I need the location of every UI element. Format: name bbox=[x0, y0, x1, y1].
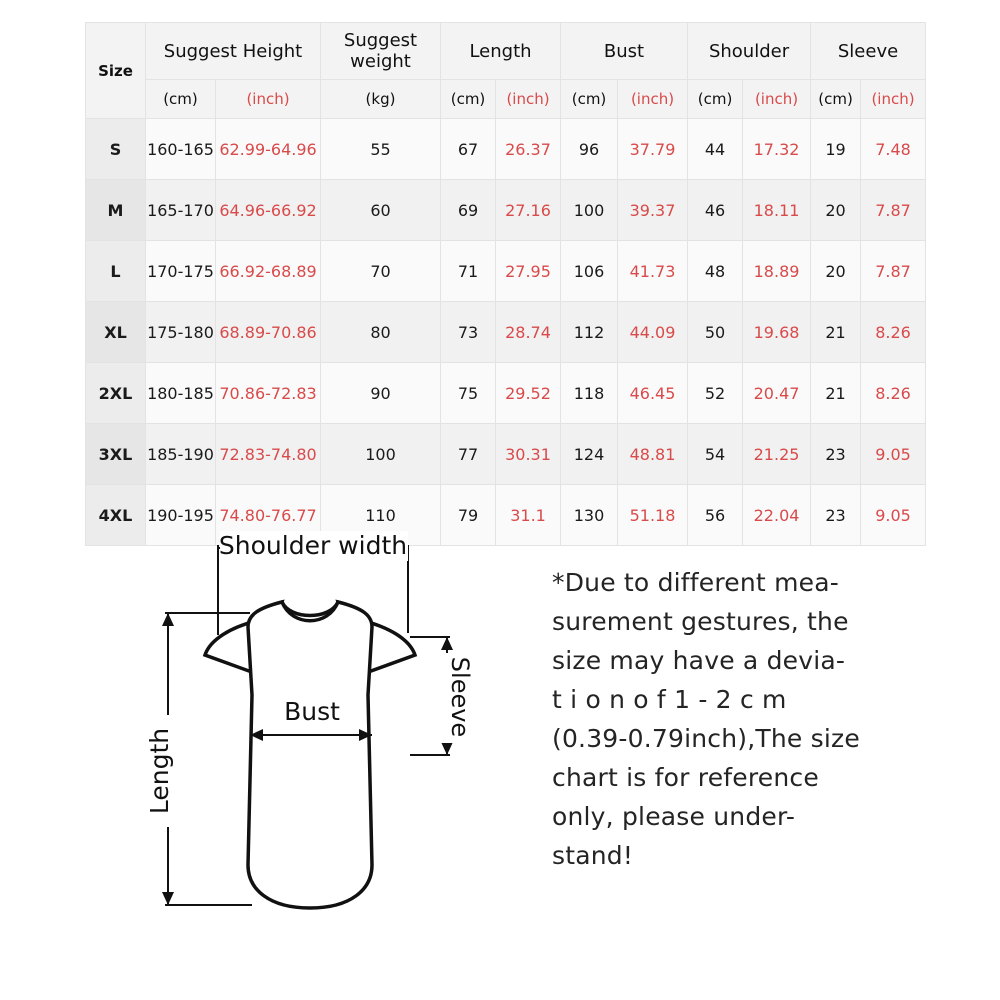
cell-size: M bbox=[86, 180, 146, 241]
cell-sleeve-cm: 20 bbox=[811, 241, 861, 302]
cell-weight-kg: 70 bbox=[321, 241, 441, 302]
note-line: (0.39-0.79inch),The size bbox=[552, 724, 860, 753]
cell-bust-cm: 106 bbox=[561, 241, 618, 302]
cell-height-inch: 74.80-76.77 bbox=[216, 485, 321, 546]
note-line: only, please under- bbox=[552, 802, 796, 831]
cell-length-cm: 67 bbox=[441, 119, 496, 180]
unit-height-inch: (inch) bbox=[216, 80, 321, 119]
table-row bbox=[86, 241, 926, 302]
tshirt-diagram-svg bbox=[110, 515, 510, 955]
header-size: Size bbox=[86, 23, 146, 119]
cell-height-cm: 175-180 bbox=[146, 302, 216, 363]
cell-bust-cm: 112 bbox=[561, 302, 618, 363]
cell-length-inch: 26.37 bbox=[496, 119, 561, 180]
unit-sleeve-cm: (cm) bbox=[811, 80, 861, 119]
header-bust: Bust bbox=[561, 23, 688, 80]
cell-weight-kg: 80 bbox=[321, 302, 441, 363]
cell-shoulder-cm: 48 bbox=[688, 241, 743, 302]
cell-bust-cm: 130 bbox=[561, 485, 618, 546]
sleeve-arrow-head-bottom bbox=[441, 742, 453, 755]
cell-height-cm: 170-175 bbox=[146, 241, 216, 302]
cell-length-inch: 27.95 bbox=[496, 241, 561, 302]
cell-length-cm: 71 bbox=[441, 241, 496, 302]
cell-sleeve-inch: 7.48 bbox=[861, 119, 926, 180]
cell-length-inch: 29.52 bbox=[496, 363, 561, 424]
unit-shoulder-inch: (inch) bbox=[743, 80, 811, 119]
cell-bust-inch: 51.18 bbox=[618, 485, 688, 546]
table-row bbox=[86, 302, 926, 363]
unit-shoulder-cm: (cm) bbox=[688, 80, 743, 119]
length-label: Length bbox=[145, 727, 174, 815]
cell-size: 4XL bbox=[86, 485, 146, 546]
table-unit-header-row bbox=[86, 80, 926, 119]
length-arrow-head-bottom bbox=[162, 892, 174, 905]
cell-weight-kg: 110 bbox=[321, 485, 441, 546]
cell-size: 2XL bbox=[86, 363, 146, 424]
cell-bust-cm: 96 bbox=[561, 119, 618, 180]
cell-weight-kg: 90 bbox=[321, 363, 441, 424]
cell-bust-inch: 41.73 bbox=[618, 241, 688, 302]
cell-shoulder-inch: 18.89 bbox=[743, 241, 811, 302]
cell-bust-inch: 37.79 bbox=[618, 119, 688, 180]
cell-sleeve-inch: 8.26 bbox=[861, 363, 926, 424]
unit-sleeve-inch: (inch) bbox=[861, 80, 926, 119]
header-length: Length bbox=[441, 23, 561, 80]
size-chart-table-container bbox=[85, 22, 915, 546]
cell-length-cm: 69 bbox=[441, 180, 496, 241]
cell-height-cm: 190-195 bbox=[146, 485, 216, 546]
cell-shoulder-inch: 20.47 bbox=[743, 363, 811, 424]
cell-shoulder-inch: 18.11 bbox=[743, 180, 811, 241]
cell-size: XL bbox=[86, 302, 146, 363]
table-row bbox=[86, 180, 926, 241]
cell-length-inch: 31.1 bbox=[496, 485, 561, 546]
header-suggest-weight: Suggest weight bbox=[321, 23, 441, 80]
cell-shoulder-cm: 44 bbox=[688, 119, 743, 180]
cell-weight-kg: 55 bbox=[321, 119, 441, 180]
cell-size: 3XL bbox=[86, 424, 146, 485]
header-shoulder: Shoulder bbox=[688, 23, 811, 80]
cell-sleeve-inch: 9.05 bbox=[861, 485, 926, 546]
cell-shoulder-cm: 52 bbox=[688, 363, 743, 424]
cell-bust-inch: 46.45 bbox=[618, 363, 688, 424]
note-line: stand! bbox=[552, 841, 634, 870]
cell-length-inch: 30.31 bbox=[496, 424, 561, 485]
cell-height-cm: 160-165 bbox=[146, 119, 216, 180]
cell-length-inch: 27.16 bbox=[496, 180, 561, 241]
shoulder-width-label: Shoulder width bbox=[218, 531, 408, 560]
cell-sleeve-inch: 7.87 bbox=[861, 241, 926, 302]
cell-shoulder-inch: 19.68 bbox=[743, 302, 811, 363]
bust-label: Bust bbox=[284, 697, 340, 726]
cell-length-cm: 77 bbox=[441, 424, 496, 485]
cell-height-cm: 165-170 bbox=[146, 180, 216, 241]
cell-height-inch: 64.96-66.92 bbox=[216, 180, 321, 241]
unit-weight-kg: (kg) bbox=[321, 80, 441, 119]
note-line: size may have a devia- bbox=[552, 646, 846, 675]
cell-bust-inch: 44.09 bbox=[618, 302, 688, 363]
cell-sleeve-cm: 23 bbox=[811, 424, 861, 485]
cell-bust-cm: 100 bbox=[561, 180, 618, 241]
table-body bbox=[86, 119, 926, 546]
cell-weight-kg: 100 bbox=[321, 424, 441, 485]
cell-shoulder-cm: 54 bbox=[688, 424, 743, 485]
size-chart-table bbox=[85, 22, 926, 546]
unit-length-inch: (inch) bbox=[496, 80, 561, 119]
tshirt-measurement-diagram bbox=[110, 515, 510, 955]
cell-size: L bbox=[86, 241, 146, 302]
unit-length-cm: (cm) bbox=[441, 80, 496, 119]
cell-sleeve-cm: 19 bbox=[811, 119, 861, 180]
cell-size: S bbox=[86, 119, 146, 180]
table-group-header-row bbox=[86, 23, 926, 80]
note-line: *Due to different mea- bbox=[552, 568, 839, 597]
cell-length-cm: 79 bbox=[441, 485, 496, 546]
note-line: chart is for reference bbox=[552, 763, 819, 792]
table-head bbox=[86, 23, 926, 119]
cell-shoulder-cm: 56 bbox=[688, 485, 743, 546]
shirt-body-shape bbox=[248, 602, 372, 908]
cell-height-inch: 66.92-68.89 bbox=[216, 241, 321, 302]
cell-height-inch: 62.99-64.96 bbox=[216, 119, 321, 180]
measurement-disclaimer bbox=[552, 563, 952, 875]
unit-height-cm: (cm) bbox=[146, 80, 216, 119]
header-sleeve: Sleeve bbox=[811, 23, 926, 80]
table-row bbox=[86, 424, 926, 485]
cell-sleeve-cm: 20 bbox=[811, 180, 861, 241]
note-line: t i o n o f 1 - 2 c m bbox=[552, 685, 787, 714]
cell-sleeve-inch: 7.87 bbox=[861, 180, 926, 241]
cell-sleeve-inch: 8.26 bbox=[861, 302, 926, 363]
lower-section bbox=[0, 505, 1000, 1000]
cell-height-cm: 180-185 bbox=[146, 363, 216, 424]
cell-weight-kg: 60 bbox=[321, 180, 441, 241]
cell-bust-inch: 39.37 bbox=[618, 180, 688, 241]
cell-sleeve-cm: 21 bbox=[811, 363, 861, 424]
cell-bust-inch: 48.81 bbox=[618, 424, 688, 485]
cell-height-inch: 70.86-72.83 bbox=[216, 363, 321, 424]
cell-shoulder-cm: 50 bbox=[688, 302, 743, 363]
cell-shoulder-cm: 46 bbox=[688, 180, 743, 241]
cell-length-inch: 28.74 bbox=[496, 302, 561, 363]
cell-bust-cm: 124 bbox=[561, 424, 618, 485]
cell-height-inch: 68.89-70.86 bbox=[216, 302, 321, 363]
table-row bbox=[86, 363, 926, 424]
cell-bust-cm: 118 bbox=[561, 363, 618, 424]
cell-length-cm: 75 bbox=[441, 363, 496, 424]
sleeve-arrow-head-top bbox=[441, 637, 453, 650]
cell-height-inch: 72.83-74.80 bbox=[216, 424, 321, 485]
cell-sleeve-cm: 21 bbox=[811, 302, 861, 363]
cell-shoulder-inch: 22.04 bbox=[743, 485, 811, 546]
cell-length-cm: 73 bbox=[441, 302, 496, 363]
cell-shoulder-inch: 17.32 bbox=[743, 119, 811, 180]
header-suggest-height: Suggest Height bbox=[146, 23, 321, 80]
cell-sleeve-inch: 9.05 bbox=[861, 424, 926, 485]
unit-bust-cm: (cm) bbox=[561, 80, 618, 119]
cell-shoulder-inch: 21.25 bbox=[743, 424, 811, 485]
cell-height-cm: 185-190 bbox=[146, 424, 216, 485]
unit-bust-inch: (inch) bbox=[618, 80, 688, 119]
note-line: surement gestures, the bbox=[552, 607, 849, 636]
table-row bbox=[86, 119, 926, 180]
sleeve-label: Sleeve bbox=[446, 656, 474, 738]
cell-sleeve-cm: 23 bbox=[811, 485, 861, 546]
length-arrow-head-top bbox=[162, 613, 174, 626]
